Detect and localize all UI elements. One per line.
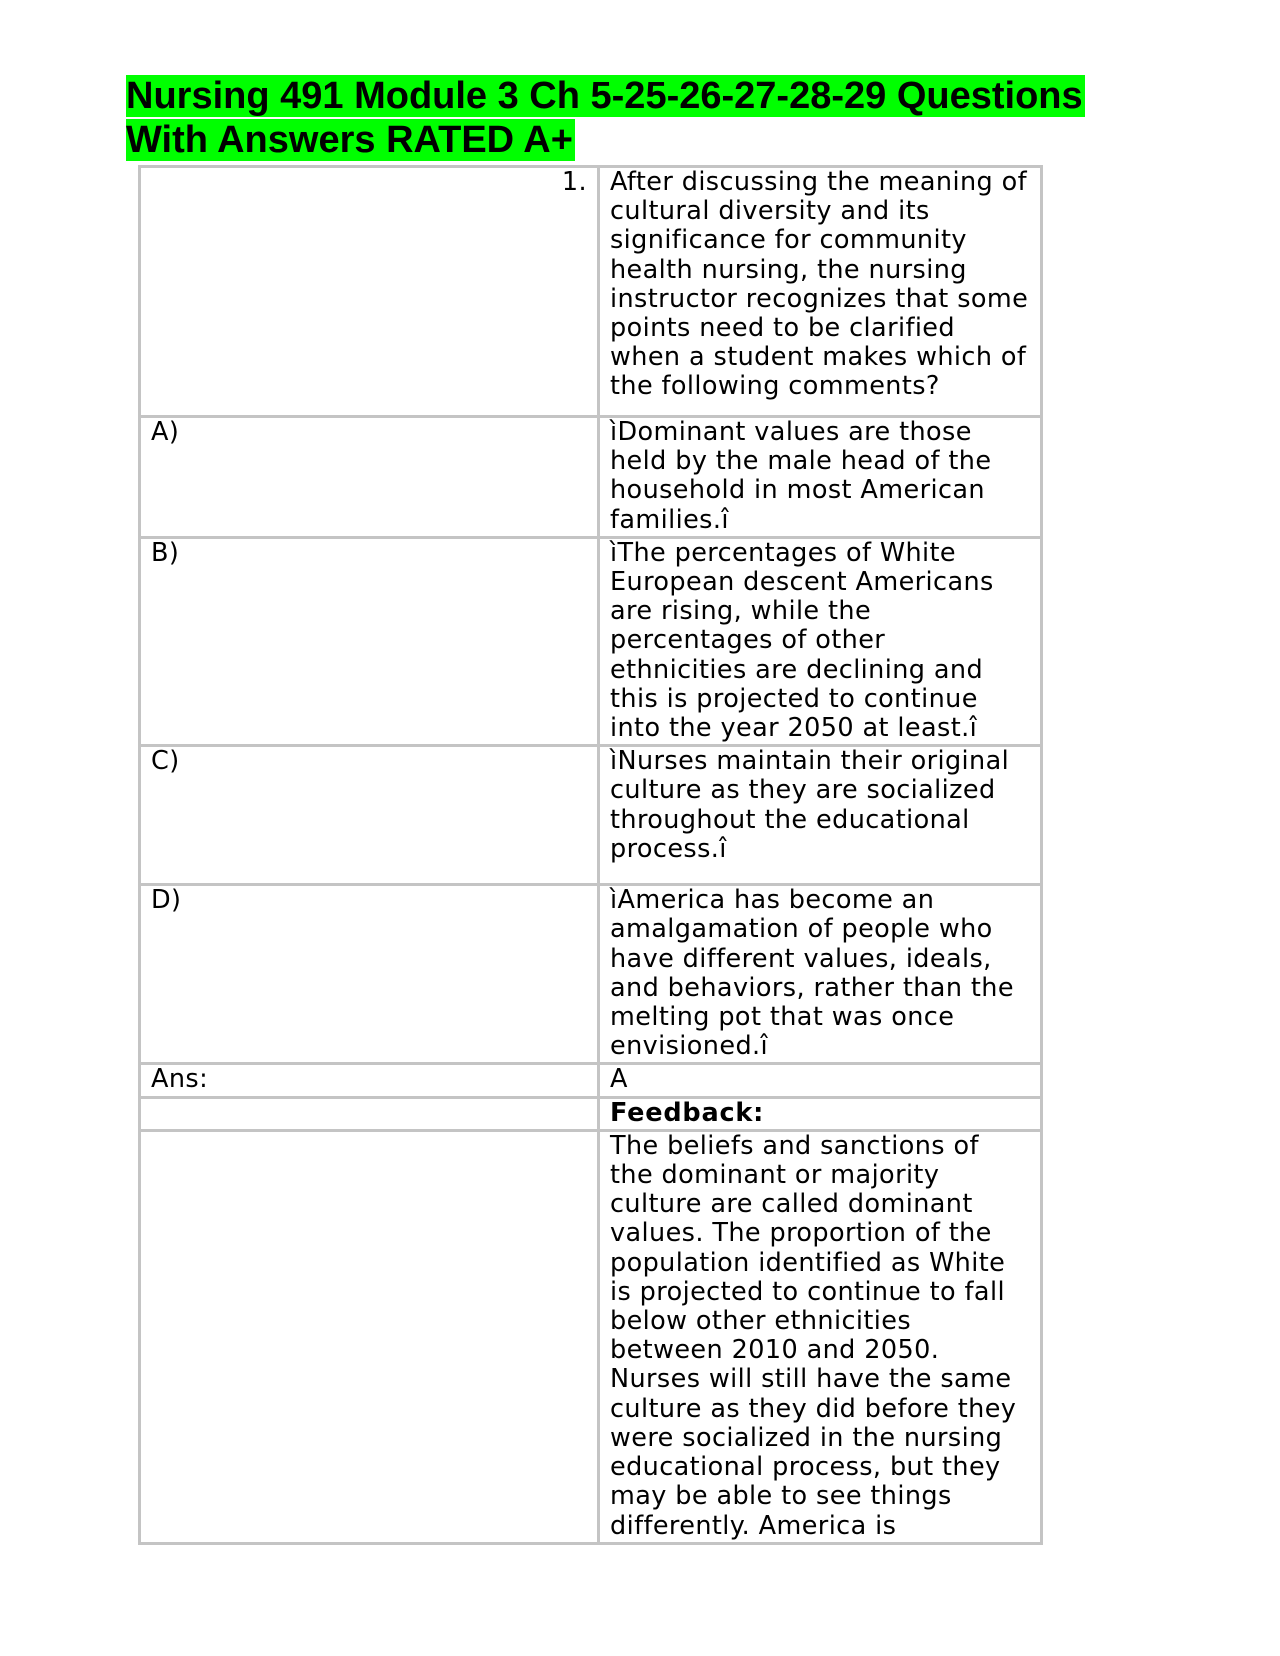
feedback-text-row	[140, 1130, 1042, 1543]
option-label-b: B)	[140, 537, 599, 745]
title-line-1: Nursing 491 Module 3 Ch 5-25-26-27-28-29 Questions	[126, 75, 1083, 117]
question-number: 1.	[140, 167, 599, 417]
option-text-a: ìDominant values are those held by the male head of the household in most American families.î	[599, 417, 1042, 538]
question-table	[138, 165, 1043, 1545]
feedback-text: The beliefs and sanctions of the dominant or majority culture are called dominant values. The proportion of the population identified as White is projected to continue to fall below other ethnicities between 2010 and 2050. Nurses will still have the same culture as they did before they were socialized in the nursing educational process, but they may be able to see things differently. America is	[599, 1130, 1042, 1543]
question-row	[140, 167, 1042, 417]
question-text: After discussing the meaning of cultural diversity and its significance for community health nursing, the nursing instructor recognizes that some points need to be clarified when a student makes which of the following comments?	[599, 167, 1042, 417]
feedback-heading-row	[140, 1097, 1042, 1130]
document-title	[126, 74, 1086, 162]
feedback-heading-spacer	[140, 1097, 599, 1130]
option-row-a	[140, 417, 1042, 538]
answer-value: A	[599, 1064, 1042, 1097]
feedback-text-spacer	[140, 1130, 599, 1543]
option-row-d	[140, 885, 1042, 1064]
title-line-2: With Answers RATED A+	[126, 119, 573, 161]
option-text-b: ìThe percentages of White European descent Americans are rising, while the percentages of other ethnicities are declining and this is projected to continue into the year 2050 at least.î	[599, 537, 1042, 745]
option-label-a: A)	[140, 417, 599, 538]
answer-label: Ans:	[140, 1064, 599, 1097]
option-row-b	[140, 537, 1042, 745]
feedback-heading: Feedback:	[599, 1097, 1042, 1130]
option-row-c	[140, 746, 1042, 885]
answer-row	[140, 1064, 1042, 1097]
option-text-d: ìAmerica has become an amalgamation of people who have different values, ideals, and behaviors, rather than the melting pot that was once envisioned.î	[599, 885, 1042, 1064]
option-label-c: C)	[140, 746, 599, 885]
option-label-d: D)	[140, 885, 599, 1064]
option-text-c: ìNurses maintain their original culture as they are socialized throughout the educational process.î	[599, 746, 1042, 885]
